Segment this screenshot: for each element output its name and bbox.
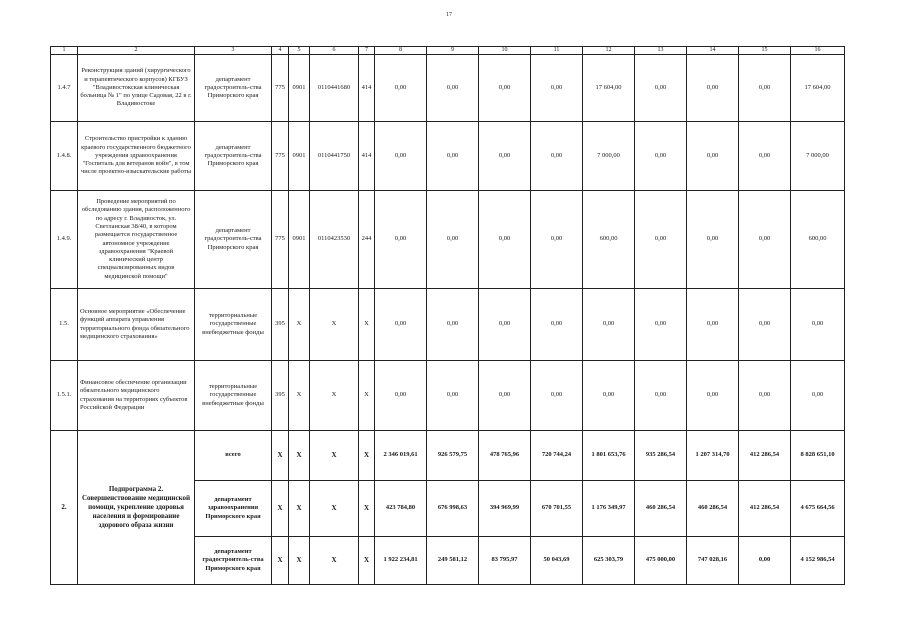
amount-cell: 0,00 (739, 55, 791, 122)
amount-cell: 1 176 349,97 (583, 481, 635, 537)
column-number-row (51, 47, 845, 55)
table-row (51, 361, 845, 431)
amount-cell: 0,00 (739, 537, 791, 585)
department: территориальные государственные внебюджетные фонды (195, 361, 272, 431)
amount-cell: 249 581,12 (427, 537, 479, 585)
column-header: 15 (739, 47, 791, 55)
column-header: 6 (310, 47, 359, 55)
code-expense-type: 414 (359, 122, 375, 191)
amount-cell: 0,00 (583, 361, 635, 431)
column-header: 11 (531, 47, 583, 55)
amount-cell: 83 795,97 (479, 537, 531, 585)
department: департамент здравоохранения Приморского края (195, 481, 272, 537)
code-target: X (310, 361, 359, 431)
amount-cell: 720 744,24 (531, 431, 583, 481)
code-section: 0901 (289, 122, 310, 191)
amount-cell: 394 969,99 (479, 481, 531, 537)
column-header: 8 (375, 47, 427, 55)
column-header: 5 (289, 47, 310, 55)
code-section: X (289, 481, 310, 537)
column-header: 9 (427, 47, 479, 55)
code-grbs: X (272, 537, 289, 585)
column-header: 16 (791, 47, 845, 55)
column-header: 14 (687, 47, 739, 55)
amount-cell: 670 701,55 (531, 481, 583, 537)
amount-cell: 412 286,54 (739, 481, 791, 537)
measure-name: Строительство пристройки к зданию краевого государственного бюджетного учреждения здравоохранения "Госпиталь для ветеранов войн", в том числе проектно-изыскательские работы (78, 122, 195, 191)
code-grbs: 775 (272, 191, 289, 289)
amount-total: 7 000,00 (791, 122, 845, 191)
amount-cell: 0,00 (739, 289, 791, 361)
amount-total: 600,00 (791, 191, 845, 289)
amount-cell: 0,00 (583, 289, 635, 361)
row-number: 1.5.1. (51, 361, 78, 431)
amount-cell: 0,00 (427, 191, 479, 289)
amount-cell: 0,00 (375, 55, 427, 122)
amount-cell: 0,00 (687, 289, 739, 361)
amount-cell: 460 286,54 (687, 481, 739, 537)
column-header: 4 (272, 47, 289, 55)
amount-cell: 0,00 (531, 55, 583, 122)
amount-cell: 926 579,75 (427, 431, 479, 481)
amount-cell: 0,00 (531, 191, 583, 289)
amount-cell: 0,00 (531, 289, 583, 361)
code-expense-type: 414 (359, 55, 375, 122)
column-header: 2 (78, 47, 195, 55)
amount-cell: 7 000,00 (583, 122, 635, 191)
amount-cell: 423 784,80 (375, 481, 427, 537)
column-header: 10 (479, 47, 531, 55)
amount-cell: 0,00 (739, 361, 791, 431)
code-expense-type: X (359, 537, 375, 585)
amount-cell: 17 604,00 (583, 55, 635, 122)
column-header: 12 (583, 47, 635, 55)
code-grbs: 775 (272, 122, 289, 191)
code-section: X (289, 537, 310, 585)
column-header: 3 (195, 47, 272, 55)
code-expense-type: X (359, 431, 375, 481)
amount-total: 17 604,00 (791, 55, 845, 122)
code-target: 0110441680 (310, 55, 359, 122)
amount-cell: 0,00 (635, 55, 687, 122)
page-number: 17 (446, 12, 452, 18)
amount-cell: 0,00 (427, 122, 479, 191)
amount-cell: 600,00 (583, 191, 635, 289)
amount-cell: 935 286,54 (635, 431, 687, 481)
code-section: 0901 (289, 191, 310, 289)
column-header: 13 (635, 47, 687, 55)
amount-cell: 0,00 (427, 55, 479, 122)
amount-cell: 0,00 (531, 122, 583, 191)
amount-cell: 0,00 (479, 289, 531, 361)
row-number: 1.4.8. (51, 122, 78, 191)
measure-name: Проведение мероприятий по обследованию здания, расположенного по адресу г. Владивосток, ул. Светланская 38/40, в котором размещается государственное автономное учреждение здравоохранения "Краевой клинический центр специализированных видов медицинской помощи" (78, 191, 195, 289)
amount-cell: 50 043,69 (531, 537, 583, 585)
amount-cell: 1 922 234,81 (375, 537, 427, 585)
amount-cell: 625 303,79 (583, 537, 635, 585)
amount-cell: 0,00 (479, 361, 531, 431)
amount-total: 0,00 (791, 289, 845, 361)
code-target: X (310, 289, 359, 361)
amount-cell: 412 286,54 (739, 431, 791, 481)
code-expense-type: X (359, 481, 375, 537)
department: департамент градостроитель-ства Приморского края (195, 122, 272, 191)
amount-cell: 0,00 (635, 122, 687, 191)
amount-cell: 0,00 (427, 289, 479, 361)
code-target: 0110441750 (310, 122, 359, 191)
code-target: X (310, 431, 359, 481)
amount-cell: 1 801 653,76 (583, 431, 635, 481)
amount-cell: 747 028,16 (687, 537, 739, 585)
code-grbs: 395 (272, 289, 289, 361)
amount-cell: 0,00 (635, 289, 687, 361)
amount-cell: 0,00 (479, 55, 531, 122)
measure-name: Основное мероприятие «Обеспечение функций аппарата управления территориального фонда обязательного медицинского страхования» (78, 289, 195, 361)
code-grbs: 775 (272, 55, 289, 122)
amount-cell: 460 286,54 (635, 481, 687, 537)
department: департамент градостроитель-ства Приморского края (195, 55, 272, 122)
amount-cell: 0,00 (479, 122, 531, 191)
measure-name: Подпрограмма 2. Совершенствование медицинской помощи, укрепление здоровья населения и формирование здорового образа жизни (78, 431, 195, 585)
code-target: X (310, 481, 359, 537)
amount-cell: 2 346 019,61 (375, 431, 427, 481)
code-section: X (289, 431, 310, 481)
amount-cell: 0,00 (375, 289, 427, 361)
row-number: 1.5. (51, 289, 78, 361)
column-header: 7 (359, 47, 375, 55)
department: департамент градостроитель-ства Приморского края (195, 191, 272, 289)
department: департамент градостроитель-ства Приморского края (195, 537, 272, 585)
measure-name: Реконструкция зданий (хирургического и терапевтического корпусов) КГБУЗ "Владивостокская клиническая больница № 1" по улице Садовая, 22 в г. Владивостоке (78, 55, 195, 122)
amount-cell: 0,00 (687, 122, 739, 191)
code-target: X (310, 537, 359, 585)
amount-cell: 0,00 (687, 55, 739, 122)
code-expense-type: X (359, 289, 375, 361)
amount-cell: 475 000,00 (635, 537, 687, 585)
code-grbs: 395 (272, 361, 289, 431)
row-number: 2. (51, 431, 78, 585)
table-row (51, 431, 845, 481)
amount-cell: 0,00 (375, 122, 427, 191)
code-grbs: X (272, 481, 289, 537)
row-number: 1.4.9. (51, 191, 78, 289)
table-row (51, 122, 845, 191)
amount-cell: 0,00 (635, 191, 687, 289)
amount-total: 0,00 (791, 361, 845, 431)
budget-table (50, 46, 845, 585)
amount-total: 4 152 986,54 (791, 537, 845, 585)
measure-name: Финансовое обеспечение организации обязательного медицинского страхования на территориях субъектов Российской Федерации (78, 361, 195, 431)
amount-cell: 0,00 (687, 191, 739, 289)
code-target: 0110423530 (310, 191, 359, 289)
amount-cell: 1 207 314,70 (687, 431, 739, 481)
code-section: X (289, 289, 310, 361)
amount-cell: 0,00 (375, 361, 427, 431)
table-row (51, 191, 845, 289)
amount-cell: 0,00 (739, 122, 791, 191)
amount-cell: 0,00 (375, 191, 427, 289)
table-row (51, 55, 845, 122)
code-expense-type: 244 (359, 191, 375, 289)
amount-cell: 0,00 (687, 361, 739, 431)
amount-cell: 0,00 (479, 191, 531, 289)
amount-cell: 0,00 (739, 191, 791, 289)
amount-cell: 0,00 (635, 361, 687, 431)
code-section: 0901 (289, 55, 310, 122)
code-expense-type: X (359, 361, 375, 431)
amount-cell: 0,00 (427, 361, 479, 431)
amount-cell: 478 765,96 (479, 431, 531, 481)
amount-cell: 676 998,63 (427, 481, 479, 537)
table-row (51, 289, 845, 361)
department: всего (195, 431, 272, 481)
code-grbs: X (272, 431, 289, 481)
amount-total: 4 675 664,56 (791, 481, 845, 537)
code-section: X (289, 361, 310, 431)
amount-total: 8 828 651,10 (791, 431, 845, 481)
column-header: 1 (51, 47, 78, 55)
row-number: 1.4.7 (51, 55, 78, 122)
amount-cell: 0,00 (531, 361, 583, 431)
department: территориальные государственные внебюджетные фонды (195, 289, 272, 361)
